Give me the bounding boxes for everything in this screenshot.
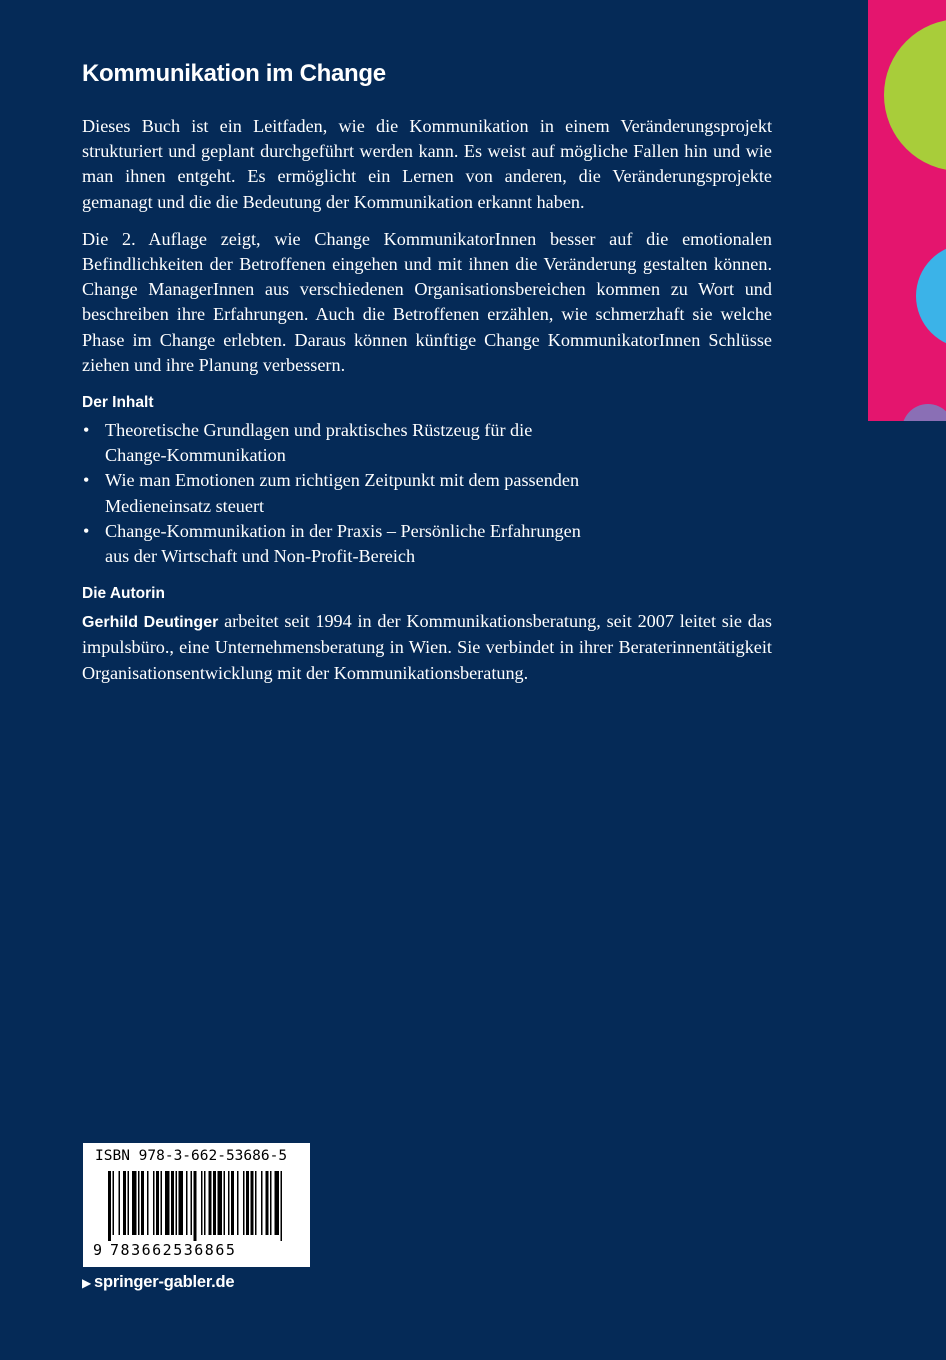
list-item-line: Medieneinsatz steuert bbox=[105, 495, 265, 516]
bullet-icon: • bbox=[83, 470, 90, 491]
barcode-bar bbox=[204, 1171, 206, 1235]
description-paragraph-2: Die 2. Auflage zeigt, wie Change KommunikatorInnen besser auf die emotionalen Befindlichkeiten der Betroffenen eingehen und mit ihnen die Veränderung gestalten können. Change ManagerInnen aus verschiedenen Organisationsbereichen kommen zu Wort und beschreiben ihre Erfahrungen. Auch die Betroffenen erzählen, wie schmerzhaft sie welche Phase im Change erlebten. Daraus können künftige Change KommunikatorInnen Schlüsse ziehen und ihre Planung verbessern. bbox=[82, 228, 772, 375]
list-item bbox=[82, 519, 772, 569]
barcode-bar bbox=[228, 1171, 230, 1235]
decorative-color-band bbox=[868, 0, 946, 421]
contents-heading: Der Inhalt bbox=[82, 394, 154, 412]
barcode-bar bbox=[161, 1171, 163, 1235]
back-cover-text bbox=[82, 58, 772, 698]
barcode-bar bbox=[156, 1171, 159, 1235]
barcode-bar bbox=[128, 1171, 130, 1235]
isbn-label: ISBN 978-3-662-53686-5 bbox=[95, 1148, 288, 1164]
list-item-line: Theoretische Grundlagen und praktisches Rüstzeug für die bbox=[105, 420, 533, 441]
barcode-bar bbox=[108, 1171, 111, 1241]
barcode-bar bbox=[123, 1171, 126, 1235]
barcode-bar bbox=[275, 1171, 280, 1235]
barcode-bar bbox=[132, 1171, 137, 1235]
author-bio-text: arbeitet seit 1994 in der Kommunikationsberatung, seit 2007 leitet sie das impulsbüro., eine Unternehmensberatung in Wien. Sie verbindet in ihrer Beraterinnentätigkeit Organisationsentwicklung mit der Kommunikationsberatung. bbox=[82, 611, 772, 683]
barcode-bar bbox=[165, 1171, 170, 1235]
barcode-bar bbox=[237, 1171, 239, 1235]
barcode-bar bbox=[201, 1171, 203, 1235]
barcode-bar bbox=[224, 1171, 226, 1235]
barcode-bar bbox=[266, 1171, 269, 1235]
author-bio bbox=[82, 609, 772, 686]
barcode-bar bbox=[270, 1171, 272, 1235]
barcode-bar bbox=[243, 1171, 245, 1235]
list-item-line: Wie man Emotionen zum richtigen Zeitpunkt mit dem passenden bbox=[105, 470, 580, 491]
barcode-bar bbox=[218, 1171, 223, 1235]
bullet-icon: • bbox=[83, 420, 90, 441]
color-circles-graphic bbox=[868, 0, 946, 421]
barcode-bar bbox=[213, 1171, 216, 1235]
contents-list bbox=[82, 418, 772, 569]
description-paragraph-1: Dieses Buch ist ein Leitfaden, wie die Kommunikation in einem Veränderungsprojekt strukturiert und geplant durchgeführt werden kann. Es weist auf mögliche Fallen hin und wie man ihnen entgeht. Es ermöglicht ein Lernen von anderen, die Veränderungsprojekte gemanagt und die die Bedeutung der Kommunikation erkannt haben. bbox=[82, 116, 772, 212]
barcode-bar bbox=[176, 1171, 178, 1235]
list-item bbox=[82, 418, 772, 468]
list-item-line: Change-Kommunikation bbox=[105, 445, 286, 466]
barcode-bar bbox=[179, 1171, 184, 1235]
barcode-bar bbox=[141, 1171, 144, 1235]
barcode-bar bbox=[153, 1171, 155, 1235]
list-item-line: Change-Kommunikation in der Praxis – Persönliche Erfahrungen bbox=[105, 520, 581, 541]
barcode-bar bbox=[138, 1171, 140, 1235]
list-item bbox=[82, 468, 772, 518]
barcode-bar bbox=[246, 1171, 249, 1235]
publisher-url: springer-gabler.de bbox=[94, 1273, 235, 1291]
barcode-bars bbox=[83, 1169, 310, 1241]
bullet-icon: • bbox=[83, 520, 90, 541]
barcode-bar bbox=[147, 1171, 149, 1235]
author-heading: Die Autorin bbox=[82, 585, 165, 603]
barcode-bar bbox=[255, 1171, 257, 1235]
arrow-right-icon: ▶ bbox=[82, 1275, 92, 1290]
barcode-bar bbox=[194, 1171, 197, 1241]
list-item-line: aus der Wirtschaft und Non-Profit-Bereich bbox=[105, 546, 416, 567]
barcode-bar bbox=[186, 1171, 188, 1235]
barcode-bar bbox=[191, 1171, 193, 1235]
barcode-bar bbox=[261, 1171, 263, 1235]
isbn-barcode bbox=[83, 1143, 310, 1267]
barcode-bar bbox=[113, 1171, 115, 1235]
barcode-first-digit: 9 bbox=[93, 1241, 103, 1259]
barcode-bar bbox=[209, 1171, 212, 1235]
publisher-link[interactable] bbox=[82, 1273, 234, 1292]
author-name: Gerhild Deutinger bbox=[82, 614, 219, 632]
barcode-bar bbox=[231, 1171, 234, 1235]
barcode-bar bbox=[119, 1171, 121, 1235]
barcode-digits bbox=[93, 1241, 305, 1259]
barcode-bar bbox=[281, 1171, 283, 1241]
barcode-digit-groups: 783662536865 bbox=[110, 1241, 237, 1259]
barcode-bar bbox=[171, 1171, 174, 1235]
book-title: Kommunikation im Change bbox=[82, 60, 386, 87]
barcode-bar bbox=[251, 1171, 254, 1235]
